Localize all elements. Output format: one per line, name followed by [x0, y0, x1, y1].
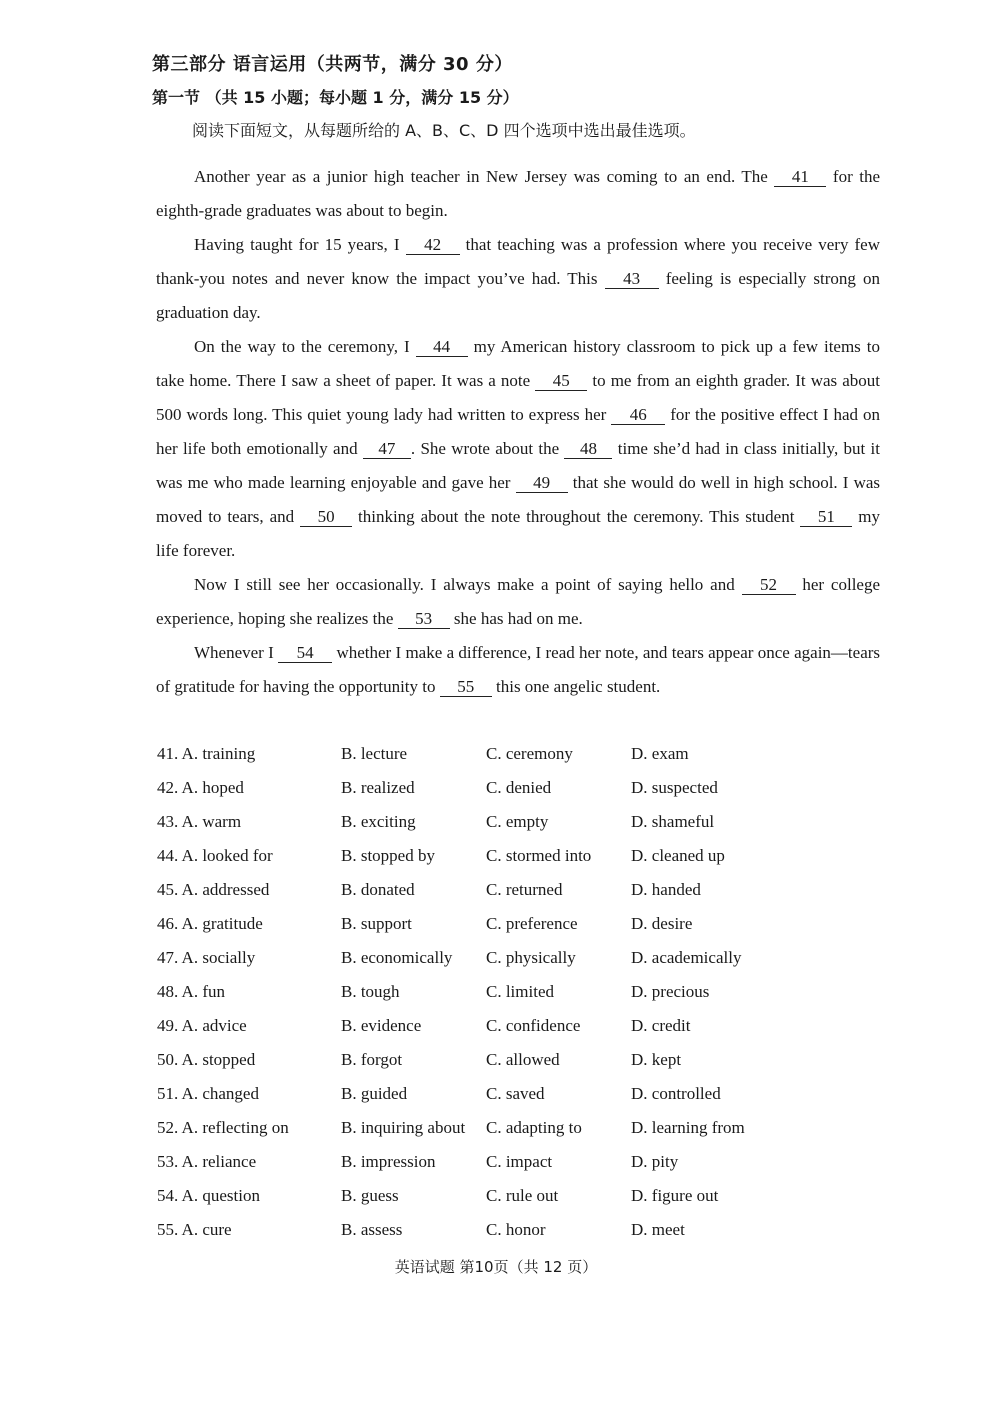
option-b: B. inquiring about [341, 1118, 466, 1137]
option-a: 48. A. fun [157, 982, 225, 1001]
blank-42: 42 [406, 236, 460, 255]
option-a: 54. A. question [157, 1186, 260, 1205]
option-b: B. forgot [341, 1050, 403, 1069]
paragraph-2 [156, 228, 880, 330]
passage-text: whether I make a difference, I read her note, and tears appear once again—tears of gratitude for having the opportunity to [156, 643, 881, 696]
paragraph-1 [156, 160, 880, 228]
option-a: 43. A. warm [157, 812, 242, 831]
option-row [157, 806, 797, 840]
option-row [157, 840, 797, 874]
option-a: 45. A. addressed [157, 880, 270, 899]
option-row [157, 1180, 797, 1214]
option-b: B. evidence [341, 1016, 422, 1035]
passage-text: for the positive effect I had on her life both emotionally and [156, 405, 881, 458]
passage-text: she has had on me. [453, 609, 583, 628]
option-c: C. physically [486, 948, 576, 967]
passage-text: that she would do well in high school. I was moved to tears, and [156, 473, 881, 526]
option-b: B. tough [341, 982, 400, 1001]
option-row [157, 738, 797, 772]
blank-45: 45 [535, 372, 587, 391]
section-title: 第一节 （共 15 小题；每小题 1 分，满分 15 分） [152, 88, 519, 107]
option-b: B. lecture [341, 744, 408, 763]
option-d: D. shameful [631, 812, 715, 831]
option-c: C. preference [486, 914, 578, 933]
option-c: C. returned [486, 880, 563, 899]
paragraph-4 [156, 568, 880, 636]
passage-text: Another year as a junior high teacher in New Jersey was coming to an end. The [194, 167, 768, 186]
options-list [157, 738, 797, 1248]
option-row [157, 772, 797, 806]
option-b: B. guided [341, 1084, 408, 1103]
option-b: B. donated [341, 880, 415, 899]
option-a: 47. A. socially [157, 948, 256, 967]
blank-49: 49 [516, 474, 568, 493]
option-d: D. handed [631, 880, 701, 899]
option-b: B. guess [341, 1186, 399, 1205]
passage-text: On the way to the ceremony, I [194, 337, 410, 356]
blank-46: 46 [611, 406, 665, 425]
passage [156, 160, 880, 704]
option-row [157, 976, 797, 1010]
option-b: B. exciting [341, 812, 416, 831]
option-a: 42. A. hoped [157, 778, 244, 797]
passage-text: Whenever I [194, 643, 274, 662]
passage-text: her college experience, hoping she realizes the [156, 575, 881, 628]
blank-52: 52 [742, 576, 796, 595]
option-c: C. confidence [486, 1016, 581, 1035]
option-a: 51. A. changed [157, 1084, 259, 1103]
option-d: D. suspected [631, 778, 718, 797]
option-b: B. impression [341, 1152, 436, 1171]
passage-text: my American history classroom to pick up a few items to take home. There I saw a sheet of paper. It was a note [156, 337, 881, 390]
option-c: C. honor [486, 1220, 546, 1239]
option-c: C. stormed into [486, 846, 592, 865]
part-title: 第三部分 语言运用（共两节，满分 30 分） [152, 54, 513, 75]
option-d: D. credit [631, 1016, 691, 1035]
option-b: B. economically [341, 948, 453, 967]
option-row [157, 1214, 797, 1248]
paragraph-5 [156, 636, 880, 704]
option-b: B. realized [341, 778, 415, 797]
passage-text: feeling is especially strong on graduation day. [156, 269, 880, 322]
option-a: 49. A. advice [157, 1016, 247, 1035]
option-row [157, 1044, 797, 1078]
option-row [157, 942, 797, 976]
blank-47: 47 [363, 440, 411, 459]
option-row [157, 1010, 797, 1044]
passage-text: my life forever. [156, 507, 880, 560]
blank-53: 53 [398, 610, 450, 629]
option-d: D. meet [631, 1220, 685, 1239]
passage-text: this one angelic student. [496, 677, 661, 696]
option-d: D. learning from [631, 1118, 745, 1137]
option-d: D. exam [631, 744, 689, 763]
option-c: C. impact [486, 1152, 553, 1171]
blank-51: 51 [800, 508, 852, 527]
option-a: 44. A. looked for [157, 846, 273, 865]
passage-text: to me from an eighth grader. It was about 500 words long. This quiet young lady had written to express her [156, 371, 881, 424]
option-c: C. rule out [486, 1186, 559, 1205]
option-b: B. stopped by [341, 846, 435, 865]
blank-55: 55 [440, 678, 492, 697]
option-d: D. controlled [631, 1084, 721, 1103]
option-row [157, 1146, 797, 1180]
option-a: 41. A. training [157, 744, 256, 763]
option-d: D. kept [631, 1050, 682, 1069]
option-d: D. precious [631, 982, 710, 1001]
passage-text: that teaching was a profession where you receive very few thank-you notes and never know the impact you’ve had. This [156, 235, 881, 288]
blank-44: 44 [416, 338, 468, 357]
blank-54: 54 [278, 644, 332, 663]
passage-text: Now I still see her occasionally. I always make a point of saying hello and [194, 575, 735, 594]
page-footer: 英语试题 第10页（共 12 页） [394, 1258, 598, 1276]
option-a: 46. A. gratitude [157, 914, 263, 933]
option-row [157, 1078, 797, 1112]
option-a: 50. A. stopped [157, 1050, 256, 1069]
blank-43: 43 [605, 270, 659, 289]
passage-text: Having taught for 15 years, I [194, 235, 400, 254]
option-c: C. allowed [486, 1050, 560, 1069]
passage-text: . She wrote about the [410, 439, 560, 458]
instruction: 阅读下面短文，从每题所给的 A、B、C、D 四个选项中选出最佳选项。 [192, 121, 696, 140]
option-c: C. denied [486, 778, 552, 797]
option-d: D. pity [631, 1152, 679, 1171]
option-c: C. empty [486, 812, 549, 831]
option-c: C. ceremony [486, 744, 573, 763]
option-a: 52. A. reflecting on [157, 1118, 289, 1137]
option-d: D. figure out [631, 1186, 719, 1205]
option-d: D. academically [631, 948, 742, 967]
option-d: D. cleaned up [631, 846, 725, 865]
passage-text: for the eighth-grade graduates was about to begin. [156, 167, 881, 220]
option-b: B. assess [341, 1220, 403, 1239]
option-b: B. support [341, 914, 412, 933]
option-row [157, 874, 797, 908]
paragraph-3 [156, 330, 880, 568]
option-row [157, 908, 797, 942]
option-c: C. limited [486, 982, 554, 1001]
blank-41: 41 [774, 168, 826, 187]
blank-48: 48 [564, 440, 612, 459]
option-c: C. adapting to [486, 1118, 582, 1137]
option-c: C. saved [486, 1084, 545, 1103]
passage-text: time she’d had in class initially, but it was me who made learning enjoyable and gave her [156, 439, 880, 492]
option-a: 53. A. reliance [157, 1152, 257, 1171]
passage-text: thinking about the note throughout the ceremony. This student [358, 507, 795, 526]
option-a: 55. A. cure [157, 1220, 232, 1239]
blank-50: 50 [300, 508, 352, 527]
option-row [157, 1112, 797, 1146]
option-d: D. desire [631, 914, 693, 933]
